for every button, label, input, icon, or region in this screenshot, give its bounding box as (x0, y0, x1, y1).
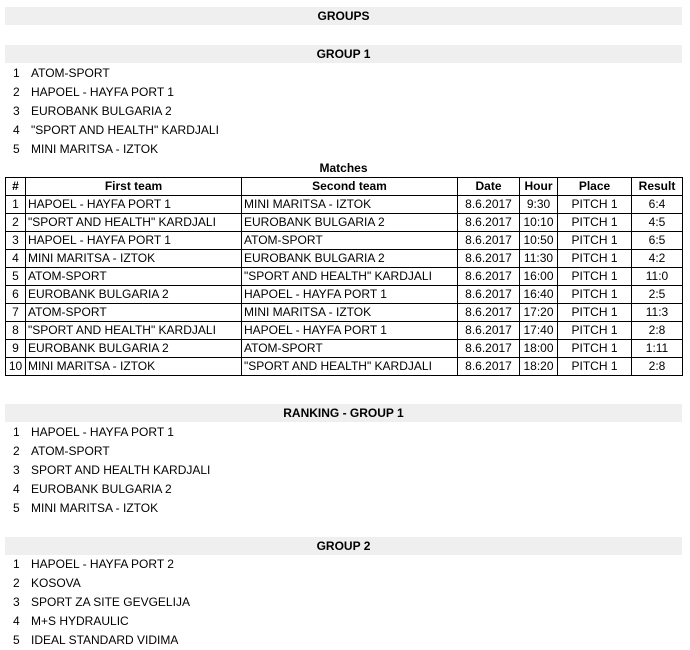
team-number: 1 (13, 557, 20, 571)
date-cell: 8.6.2017 (458, 250, 520, 268)
column-header-second-team: Second team (242, 178, 458, 196)
team-number: 4 (13, 123, 20, 137)
first-team-cell: ATOM-SPORT (26, 268, 242, 286)
match-number-cell: 7 (6, 304, 26, 322)
matches-table-body (6, 196, 683, 376)
second-team-cell: "SPORT AND HEALTH" KARDJALI (242, 268, 458, 286)
match-number-cell: 4 (6, 250, 26, 268)
team-name: ATOM-SPORT (31, 444, 110, 458)
rank-number: 1 (13, 425, 20, 439)
second-team-cell: MINI MARITSA - IZTOK (242, 196, 458, 214)
result-cell: 2:8 (632, 358, 683, 376)
table-row (6, 304, 683, 322)
team-name: HAPOEL - HAYFA PORT 1 (31, 425, 174, 439)
rank-number: 4 (13, 482, 20, 496)
team-name: MINI MARITSA - IZTOK (31, 142, 159, 156)
team-number: 1 (13, 66, 20, 80)
match-number-cell: 3 (6, 232, 26, 250)
column-header-date: Date (458, 178, 520, 196)
table-row (6, 286, 683, 304)
column-header-hour: Hour (520, 178, 558, 196)
date-cell: 8.6.2017 (458, 232, 520, 250)
list-item (5, 423, 682, 442)
list-item (5, 140, 682, 159)
first-team-cell: EUROBANK BULGARIA 2 (26, 286, 242, 304)
hour-cell: 17:20 (520, 304, 558, 322)
list-item (5, 121, 682, 140)
team-name: KOSOVA (31, 576, 81, 590)
column-header-num: # (6, 178, 26, 196)
team-number: 5 (13, 633, 20, 647)
result-cell: 11:3 (632, 304, 683, 322)
list-item (5, 442, 682, 461)
hour-cell: 18:20 (520, 358, 558, 376)
first-team-cell: ATOM-SPORT (26, 304, 242, 322)
place-cell: PITCH 1 (558, 304, 632, 322)
date-cell: 8.6.2017 (458, 340, 520, 358)
team-number: 3 (13, 595, 20, 609)
result-cell: 2:5 (632, 286, 683, 304)
date-cell: 8.6.2017 (458, 196, 520, 214)
result-cell: 11:0 (632, 268, 683, 286)
table-row (6, 232, 683, 250)
first-team-cell: MINI MARITSA - IZTOK (26, 358, 242, 376)
first-team-cell: HAPOEL - HAYFA PORT 1 (26, 196, 242, 214)
place-cell: PITCH 1 (558, 232, 632, 250)
hour-cell: 10:10 (520, 214, 558, 232)
team-number: 4 (13, 614, 20, 628)
team-name: M+S HYDRAULIC (31, 614, 129, 628)
match-number-cell: 2 (6, 214, 26, 232)
rank-number: 2 (13, 444, 20, 458)
place-cell: PITCH 1 (558, 358, 632, 376)
second-team-cell: ATOM-SPORT (242, 232, 458, 250)
first-team-cell: "SPORT AND HEALTH" KARDJALI (26, 214, 242, 232)
table-row (6, 340, 683, 358)
team-name: HAPOEL - HAYFA PORT 2 (31, 557, 174, 571)
result-cell: 4:5 (632, 214, 683, 232)
date-cell: 8.6.2017 (458, 358, 520, 376)
table-row (6, 250, 683, 268)
team-number: 2 (13, 85, 20, 99)
team-name: EUROBANK BULGARIA 2 (31, 104, 172, 118)
hour-cell: 10:50 (520, 232, 558, 250)
ranking-group-1-heading: RANKING - GROUP 1 (5, 404, 682, 422)
list-item (5, 555, 682, 574)
matches-heading: Matches (319, 161, 368, 175)
result-cell: 2:8 (632, 322, 683, 340)
match-number-cell: 6 (6, 286, 26, 304)
hour-cell: 16:00 (520, 268, 558, 286)
result-cell: 6:4 (632, 196, 683, 214)
group-2-heading: GROUP 2 (5, 537, 682, 555)
group-1-team-list (5, 64, 682, 159)
second-team-cell: HAPOEL - HAYFA PORT 1 (242, 322, 458, 340)
place-cell: PITCH 1 (558, 250, 632, 268)
result-cell: 6:5 (632, 232, 683, 250)
place-cell: PITCH 1 (558, 268, 632, 286)
table-row (6, 358, 683, 376)
match-number-cell: 1 (6, 196, 26, 214)
date-cell: 8.6.2017 (458, 322, 520, 340)
page-title: GROUPS (5, 7, 682, 25)
place-cell: PITCH 1 (558, 214, 632, 232)
list-item (5, 499, 682, 518)
column-header-result: Result (632, 178, 683, 196)
hour-cell: 11:30 (520, 250, 558, 268)
date-cell: 8.6.2017 (458, 304, 520, 322)
list-item (5, 64, 682, 83)
second-team-cell: HAPOEL - HAYFA PORT 1 (242, 286, 458, 304)
list-item (5, 102, 682, 121)
group-1-heading: GROUP 1 (5, 45, 682, 63)
match-number-cell: 9 (6, 340, 26, 358)
hour-cell: 16:40 (520, 286, 558, 304)
first-team-cell: MINI MARITSA - IZTOK (26, 250, 242, 268)
list-item (5, 593, 682, 612)
place-cell: PITCH 1 (558, 322, 632, 340)
result-cell: 4:2 (632, 250, 683, 268)
list-item (5, 631, 682, 650)
column-header-place: Place (558, 178, 632, 196)
place-cell: PITCH 1 (558, 340, 632, 358)
first-team-cell: "SPORT AND HEALTH" KARDJALI (26, 322, 242, 340)
team-number: 2 (13, 576, 20, 590)
match-number-cell: 5 (6, 268, 26, 286)
team-name: HAPOEL - HAYFA PORT 1 (31, 85, 174, 99)
place-cell: PITCH 1 (558, 286, 632, 304)
rank-number: 5 (13, 501, 20, 515)
match-number-cell: 10 (6, 358, 26, 376)
first-team-cell: EUROBANK BULGARIA 2 (26, 340, 242, 358)
column-header-first-team: First team (26, 178, 242, 196)
second-team-cell: MINI MARITSA - IZTOK (242, 304, 458, 322)
second-team-cell: EUROBANK BULGARIA 2 (242, 214, 458, 232)
result-cell: 1:11 (632, 340, 683, 358)
list-item (5, 612, 682, 631)
team-number: 5 (13, 142, 20, 156)
ranking-group-1-list (5, 423, 682, 518)
list-item (5, 83, 682, 102)
hour-cell: 9:30 (520, 196, 558, 214)
team-name: "SPORT AND HEALTH" KARDJALI (31, 123, 219, 137)
date-cell: 8.6.2017 (458, 214, 520, 232)
team-name: SPORT AND HEALTH KARDJALI (31, 463, 211, 477)
matches-table (5, 177, 683, 376)
match-number-cell: 8 (6, 322, 26, 340)
table-row (6, 214, 683, 232)
hour-cell: 18:00 (520, 340, 558, 358)
place-cell: PITCH 1 (558, 196, 632, 214)
second-team-cell: EUROBANK BULGARIA 2 (242, 250, 458, 268)
team-name: MINI MARITSA - IZTOK (31, 501, 159, 515)
date-cell: 8.6.2017 (458, 268, 520, 286)
table-header-row (6, 178, 683, 196)
list-item (5, 461, 682, 480)
list-item (5, 480, 682, 499)
second-team-cell: ATOM-SPORT (242, 340, 458, 358)
group-2-team-list (5, 555, 682, 650)
team-name: ATOM-SPORT (31, 66, 110, 80)
date-cell: 8.6.2017 (458, 286, 520, 304)
team-number: 3 (13, 104, 20, 118)
table-row (6, 196, 683, 214)
hour-cell: 17:40 (520, 322, 558, 340)
table-row (6, 268, 683, 286)
second-team-cell: "SPORT AND HEALTH" KARDJALI (242, 358, 458, 376)
team-name: SPORT ZA SITE GEVGELIJA (31, 595, 190, 609)
team-name: IDEAL STANDARD VIDIMA (31, 633, 179, 647)
table-row (6, 322, 683, 340)
team-name: EUROBANK BULGARIA 2 (31, 482, 172, 496)
first-team-cell: HAPOEL - HAYFA PORT 1 (26, 232, 242, 250)
list-item (5, 574, 682, 593)
rank-number: 3 (13, 463, 20, 477)
